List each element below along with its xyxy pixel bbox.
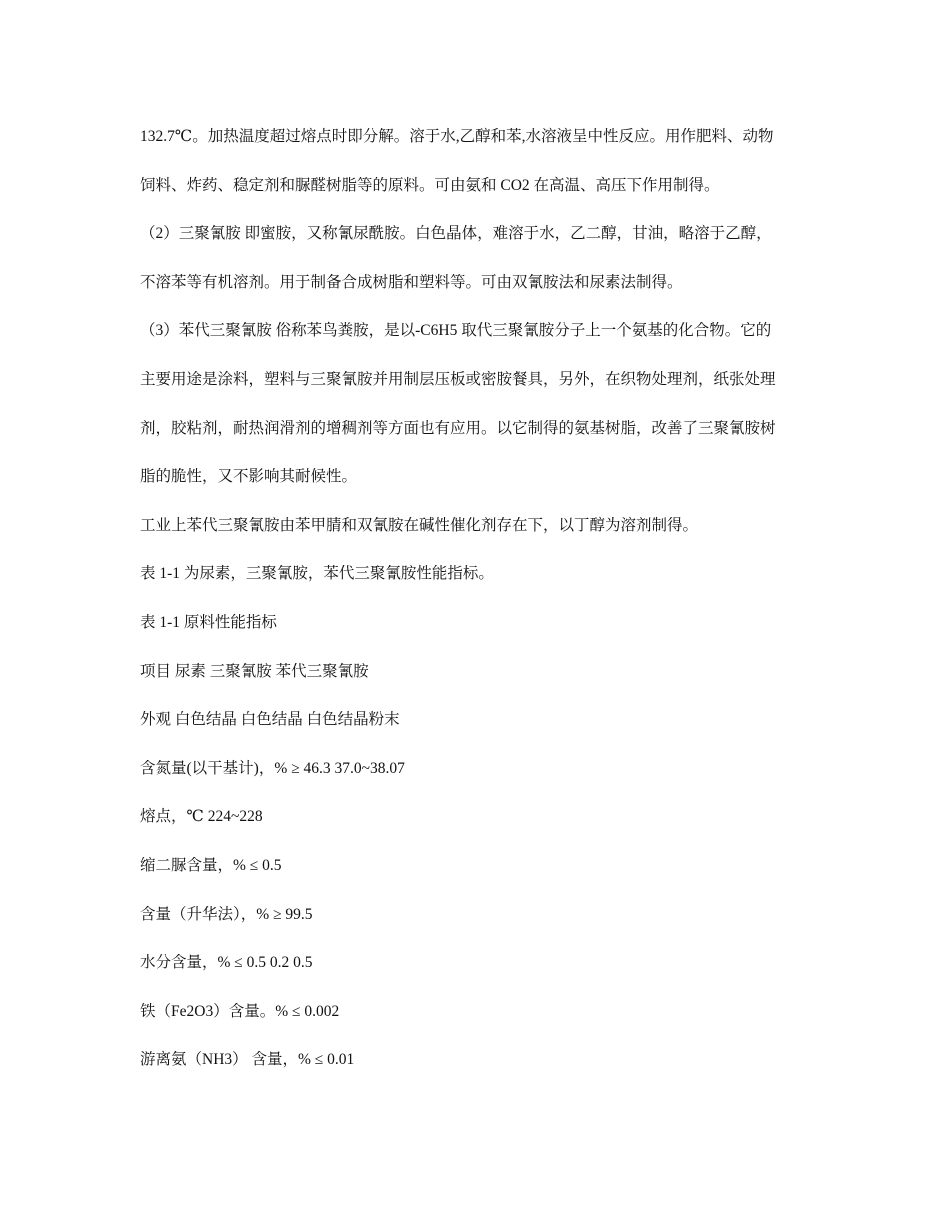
- document-body: [140, 124, 820, 1096]
- text-line-2: 饲料、炸药、稳定剂和脲醛树脂等的原料。可由氨和 CO2 在高温、高压下作用制得。: [140, 176, 720, 194]
- table-row-content: 含量（升华法），% ≥ 99.5: [140, 905, 313, 923]
- text-line-7: 剂，胶粘剂，耐热润滑剂的增稠剂等方面也有应用。以它制得的氨基树脂，改善了三聚氰胺树: [140, 419, 776, 437]
- text-line-3: （2）三聚氰胺 即蜜胺，又称氰尿酰胺。白色晶体，难溶于水，乙二醇，甘油，略溶于乙醇，: [140, 225, 772, 243]
- text-line-6: 主要用途是涂料，塑料与三聚氰胺并用制层压板或密胺餐具，另外，在织物处理剂，纸张处理: [140, 370, 776, 388]
- table-row-iron: 铁（Fe2O3）含量。% ≤ 0.002: [140, 1002, 340, 1020]
- table-caption: 表 1-1 原料性能指标: [140, 613, 277, 631]
- table-intro-line: 表 1-1 为尿素，三聚氰胺，苯代三聚氰胺性能指标。: [140, 565, 494, 583]
- table-row-appearance: 外观 白色结晶 白色结晶 白色结晶粉末: [140, 711, 400, 729]
- table-row-free-ammonia: 游离氨（NH3） 含量，% ≤ 0.01: [140, 1051, 355, 1069]
- table-header-row: 项目 尿素 三聚氰胺 苯代三聚氰胺: [140, 662, 369, 680]
- table-row-melting-point: 熔点，℃ 224~228: [140, 808, 263, 826]
- text-line-8: 脂的脆性，又不影响其耐候性。: [140, 468, 358, 486]
- table-row-nitrogen: 含氮量(以干基计)，% ≥ 46.3 37.0~38.07: [140, 759, 405, 777]
- table-row-moisture: 水分含量，% ≤ 0.5 0.2 0.5: [140, 954, 313, 972]
- table-row-biuret: 缩二脲含量，% ≤ 0.5: [140, 856, 282, 874]
- text-line-5: （3）苯代三聚氰胺 俗称苯鸟粪胺，是以-C6H5 取代三聚氰胺分子上一个氨基的化合物。它的: [140, 322, 772, 340]
- text-line-1: 132.7℃。加热温度超过熔点时即分解。溶于水,乙醇和苯,水溶液呈中性反应。用作肥料、动物: [140, 128, 774, 145]
- text-line-9: 工业上苯代三聚氰胺由苯甲腈和双氰胺在碱性催化剂存在下，以丁醇为溶剂制得。: [140, 516, 699, 534]
- text-line-4: 不溶苯等有机溶剂。用于制备合成树脂和塑料等。可由双氰胺法和尿素法制得。: [140, 273, 683, 291]
